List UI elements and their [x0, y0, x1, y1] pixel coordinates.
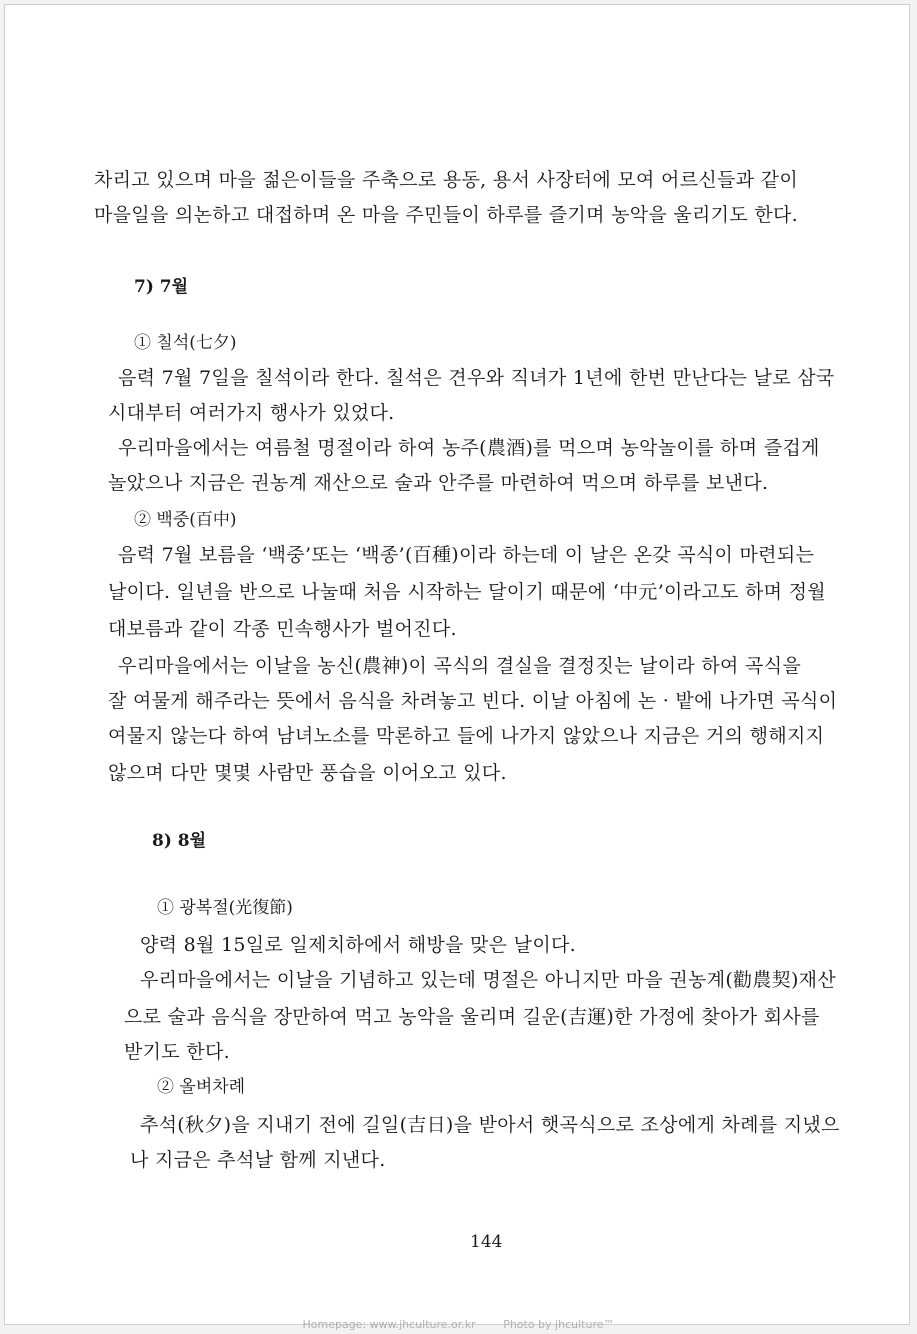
subsection-title-olbyeo: ② 올벼차례: [157, 1077, 246, 1097]
paragraph-line: 날이다. 일년을 반으로 나눌때 처음 시작하는 달이기 때문에 ‘中元’이라고도 하며 정월: [108, 581, 826, 603]
paragraph-line: 시대부터 여러가지 행사가 있었다.: [108, 402, 395, 424]
paragraph-line: 여물지 않는다 하여 남녀노소를 막론하고 들에 나가지 않았으나 지금은 거의 행해지지: [108, 725, 825, 747]
paragraph-line: 우리마을에서는 여름철 명절이라 하여 농주(農酒)를 먹으며 농악놀이를 하며 즐겁게: [118, 437, 820, 459]
subsection-title-gwangbok: ① 광복절(光復節): [157, 898, 293, 918]
subsection-title-baekjung: ② 백중(百中): [134, 510, 237, 530]
photo-credit: Photo by jhculture™: [503, 1318, 615, 1331]
paragraph-line: 우리마을에서는 이날을 농신(農神)이 곡식의 결실을 결정짓는 날이라 하여 곡식을: [118, 655, 802, 677]
paragraph-line: 양력 8월 15일로 일제치하에서 해방을 맞은 날이다.: [140, 934, 576, 956]
paragraph-line: 우리마을에서는 이날을 기념하고 있는데 명절은 아니지만 마을 권농계(勸農契)재산: [140, 969, 836, 991]
paragraph-line: 나 지금은 추석날 함께 지낸다.: [130, 1149, 386, 1171]
paragraph-line: 음력 7월 7일을 칠석이라 한다. 칠석은 견우와 직녀가 1년에 한번 만난다는 날로 삼국: [118, 367, 835, 389]
section-heading-july: 7) 7월: [134, 277, 189, 297]
paragraph-line: 받기도 한다.: [124, 1041, 230, 1063]
paragraph-line: 않으며 다만 몇몇 사람만 풍습을 이어오고 있다.: [108, 762, 507, 784]
intro-line: 마을일을 의논하고 대접하며 온 마을 주민들이 하루를 즐기며 농악을 울리기도 한다.: [94, 204, 798, 226]
page-number: 144: [470, 1232, 503, 1252]
intro-line: 차리고 있으며 마을 젊은이들을 주축으로 용동, 용서 사장터에 모여 어르신들과 같이: [94, 169, 798, 191]
paragraph-line: 추석(秋夕)을 지내기 전에 길일(吉日)을 받아서 햇곡식으로 조상에게 차례를 지냈으: [140, 1114, 840, 1136]
subsection-title-chilseok: ① 칠석(七夕): [134, 333, 237, 353]
paragraph-line: 대보름과 같이 각종 민속행사가 벌어진다.: [108, 618, 457, 640]
section-heading-august: 8) 8월: [152, 831, 207, 851]
paragraph-line: 놀았으나 지금은 권농계 재산으로 술과 안주를 마련하여 먹으며 하루를 보낸다.: [108, 472, 769, 494]
paragraph-line: 음력 7월 보름을 ‘백중’또는 ‘백종’(百種)이라 하는데 이 날은 온갖 곡식이 마련되는: [118, 544, 815, 566]
paragraph-line: 으로 술과 음식을 장만하여 먹고 농악을 울리며 길운(吉運)한 가정에 찾아가 회사를: [124, 1006, 820, 1028]
watermark-footer: [0, 1318, 917, 1331]
paragraph-line: 잘 여물게 해주라는 뜻에서 음식을 차려놓고 빈다. 이날 아침에 논 · 밭에 나가면 곡식이: [108, 690, 838, 712]
homepage-credit: Homepage: www.jhculture.or.kr: [302, 1318, 476, 1331]
